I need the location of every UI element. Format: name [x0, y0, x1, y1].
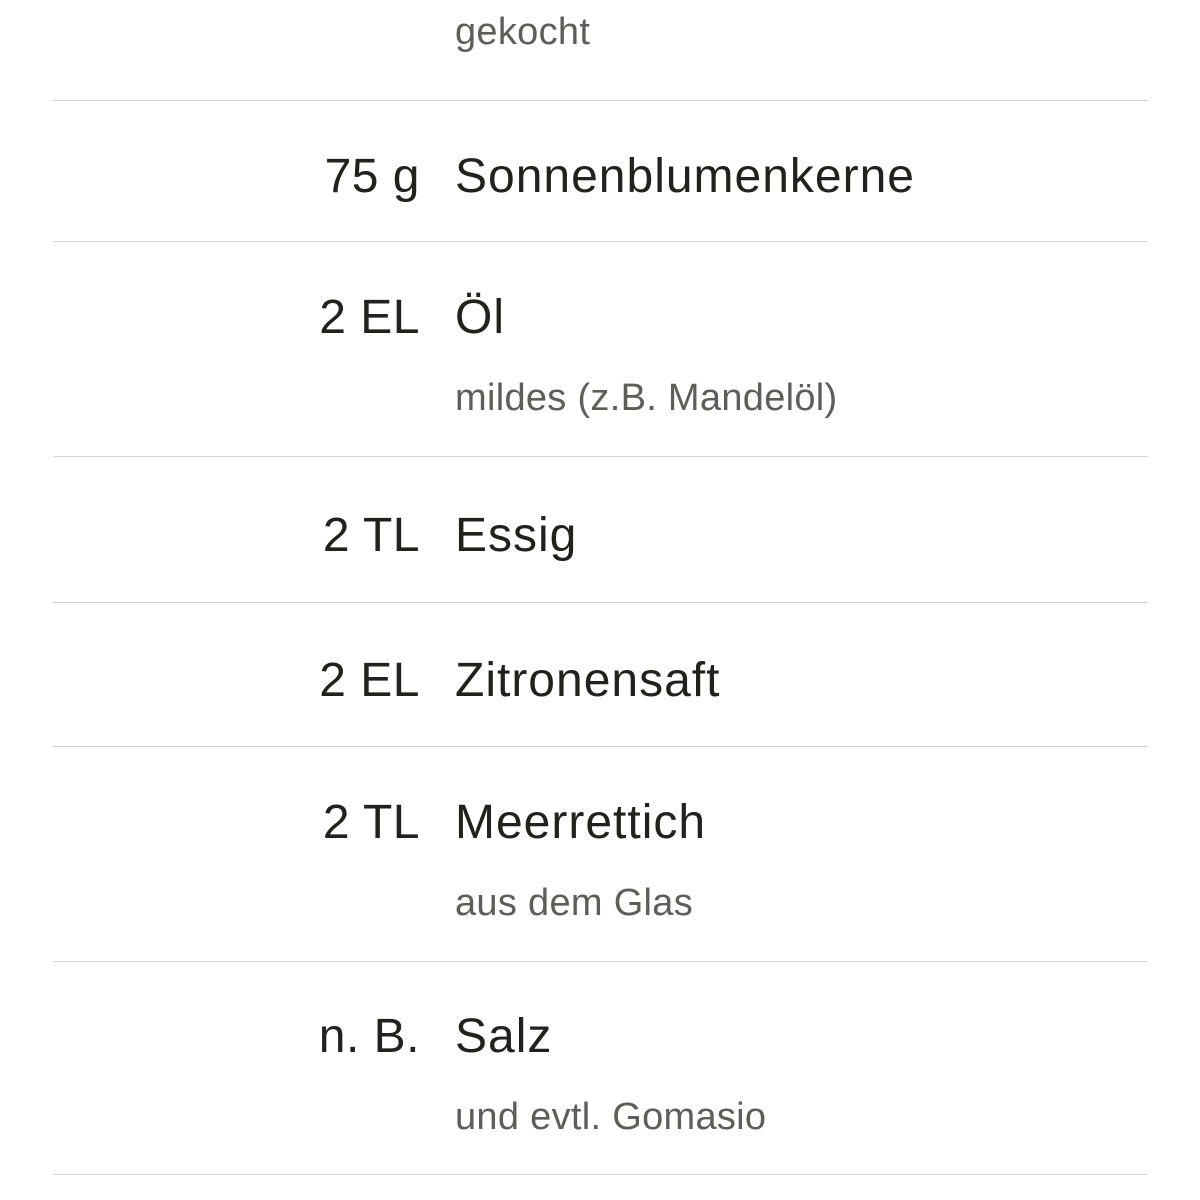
ingredient-table — [53, 0, 1148, 1175]
ingredient-note: aus dem Glas — [455, 881, 694, 924]
ingredient-name: Zitronensaft — [455, 653, 721, 707]
ingredient-row — [53, 101, 1148, 242]
ingredient-amount: 2 EL — [319, 653, 420, 707]
ingredient-note: mildes (z.B. Mandelöl) — [455, 376, 838, 419]
ingredient-row — [53, 242, 1148, 457]
ingredient-name: Meerrettich — [455, 795, 707, 849]
ingredient-row — [53, 747, 1148, 962]
ingredient-name: Essig — [455, 508, 578, 562]
ingredient-amount: 2 TL — [322, 795, 420, 849]
ingredient-row-partial — [53, 0, 1148, 101]
ingredient-row — [53, 962, 1148, 1175]
ingredient-name: Sonnenblumenkerne — [455, 150, 915, 203]
ingredient-amount: 75 g — [324, 150, 420, 203]
ingredient-name: Öl — [455, 290, 505, 344]
ingredient-amount: 2 EL — [319, 290, 420, 344]
ingredient-note: gekocht — [455, 11, 591, 53]
ingredient-name: Salz — [455, 1009, 553, 1063]
ingredient-note: und evtl. Gomasio — [455, 1095, 767, 1138]
ingredient-amount: 2 TL — [322, 508, 420, 562]
ingredient-amount: n. B. — [318, 1009, 420, 1063]
ingredient-row — [53, 603, 1148, 747]
ingredient-row — [53, 457, 1148, 603]
